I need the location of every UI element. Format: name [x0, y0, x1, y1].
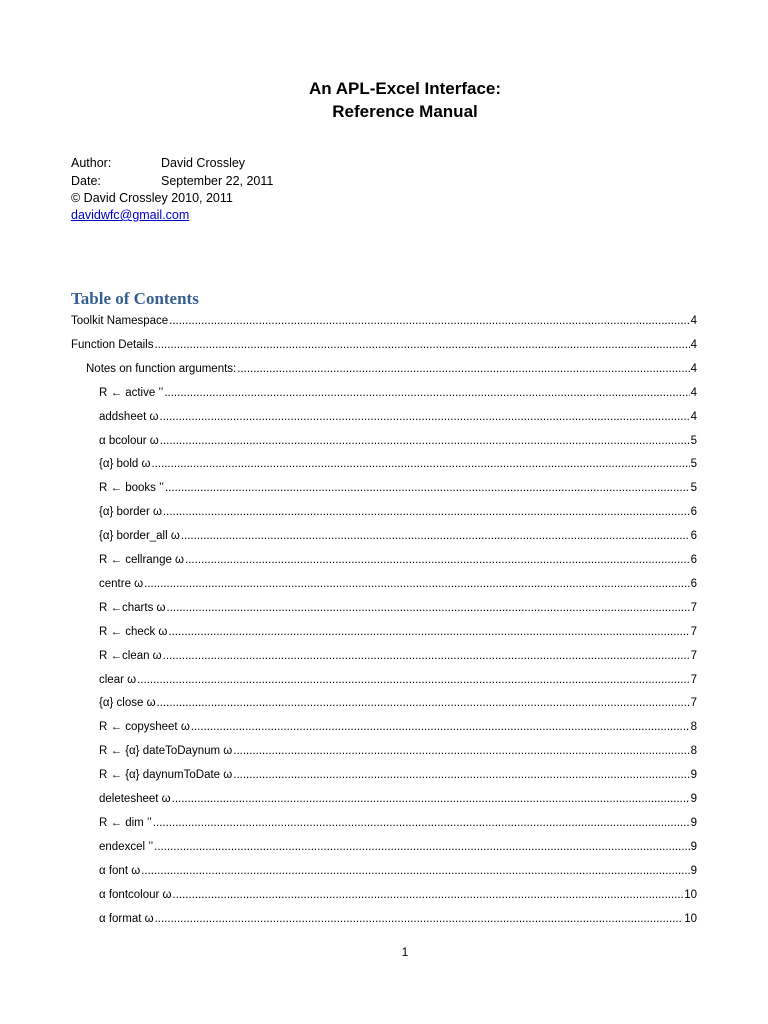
toc-entry-title: R ← {α} daynumToDate ω: [99, 769, 233, 781]
toc-dot-leader: [181, 528, 690, 544]
toc-entry-page: 10: [684, 913, 697, 925]
toc-entry-title: addsheet ω: [99, 411, 159, 423]
toc-entry[interactable]: [99, 456, 697, 472]
toc-dot-leader: [164, 385, 689, 401]
page-number: 1: [401, 945, 409, 959]
date-value: September 22, 2011: [161, 174, 274, 188]
toc-entry-page: 6: [690, 554, 697, 566]
toc-entry-title: α fontcolour ω: [99, 889, 172, 901]
toc-dot-leader: [233, 767, 689, 783]
toc-entry-title: α font ω: [99, 865, 141, 877]
toc-dot-leader: [172, 791, 690, 807]
toc-entry-page: 6: [690, 506, 697, 518]
toc-entry-page: 5: [690, 435, 697, 447]
toc-entry-title: clear ω: [99, 674, 137, 686]
toc-entry-page: 5: [690, 458, 697, 470]
toc-dot-leader: [160, 433, 690, 449]
toc-entry[interactable]: [99, 839, 697, 855]
toc-entry-page: 10: [684, 889, 697, 901]
toc-entry[interactable]: [99, 815, 697, 831]
toc-dot-leader: [155, 911, 684, 927]
email-link[interactable]: davidwfc@gmail.com: [71, 208, 190, 222]
toc-entry-title: Notes on function arguments:: [86, 363, 237, 375]
toc-entry-page: 6: [690, 578, 697, 590]
toc-dot-leader: [157, 695, 690, 711]
toc-entry[interactable]: [99, 672, 697, 688]
toc-entry[interactable]: [99, 863, 697, 879]
toc-dot-leader: [168, 624, 689, 640]
toc-dot-leader: [167, 600, 690, 616]
toc-entry-page: 9: [690, 817, 697, 829]
toc-entry[interactable]: [99, 624, 697, 640]
toc-entry-title: R ← dim ’’: [99, 817, 152, 829]
toc-dot-leader: [153, 815, 690, 831]
toc-entry-title: {α} border ω: [99, 506, 162, 518]
toc-entry-title: α bcolour ω: [99, 435, 159, 447]
toc-dot-leader: [163, 504, 690, 520]
toc-dot-leader: [151, 456, 689, 472]
toc-dot-leader: [185, 552, 690, 568]
toc-entry-title: deletesheet ω: [99, 793, 171, 805]
toc-entry-page: 6: [690, 530, 697, 542]
toc-entry-title: {α} bold ω: [99, 458, 151, 470]
toc-dot-leader: [141, 863, 689, 879]
toc-entry-title: endexcel ’’: [99, 841, 154, 853]
toc-entry-page: 7: [690, 650, 697, 662]
copyright-line: © David Crossley 2010, 2011: [71, 191, 233, 205]
author-line: [71, 155, 245, 171]
toc-entry[interactable]: [99, 528, 697, 544]
toc-entry-page: 8: [690, 745, 697, 757]
toc-entry[interactable]: [99, 576, 697, 592]
toc-entry[interactable]: [99, 433, 697, 449]
toc-entry-title: R ← books ’’: [99, 482, 164, 494]
toc-dot-leader: [237, 361, 689, 377]
date-line: [71, 173, 273, 189]
date-label: Date:: [71, 174, 101, 188]
document-title: An APL-Excel Interface:: [308, 79, 502, 98]
toc-entry-title: Toolkit Namespace: [71, 315, 169, 327]
toc-dot-leader: [169, 313, 689, 329]
toc-entry-page: 4: [690, 387, 697, 399]
toc-entry-page: 5: [690, 482, 697, 494]
toc-dot-leader: [233, 743, 689, 759]
toc-entry[interactable]: [99, 887, 697, 903]
toc-heading: Table of Contents: [71, 289, 199, 308]
toc-entry-title: R ← active ’’: [99, 387, 164, 399]
toc-entry[interactable]: [99, 480, 697, 496]
toc-entry[interactable]: [99, 409, 697, 425]
toc-dot-leader: [173, 887, 684, 903]
toc-entry[interactable]: [99, 695, 697, 711]
toc-entry-title: R ←clean ω: [99, 650, 162, 662]
toc-dot-leader: [154, 839, 689, 855]
toc-entry[interactable]: [99, 743, 697, 759]
toc-entry-title: R ← cellrange ω: [99, 554, 185, 566]
author-value: David Crossley: [161, 156, 246, 170]
toc-entry[interactable]: [99, 552, 697, 568]
toc-entry-page: 7: [690, 602, 697, 614]
toc-dot-leader: [165, 480, 690, 496]
toc-entry-page: 4: [690, 315, 697, 327]
toc-entry[interactable]: [99, 600, 697, 616]
toc-dot-leader: [163, 648, 690, 664]
toc-entry[interactable]: [71, 337, 697, 353]
toc-dot-leader: [191, 719, 690, 735]
toc-entry-page: 4: [690, 363, 697, 375]
toc-entry[interactable]: [99, 791, 697, 807]
toc-entry-title: {α} border_all ω: [99, 530, 180, 542]
toc-entry[interactable]: [99, 767, 697, 783]
toc-entry-page: 7: [690, 626, 697, 638]
toc-entry-page: 7: [690, 697, 697, 709]
toc-entry-title: Function Details: [71, 339, 154, 351]
document-subtitle: Reference Manual: [332, 102, 478, 121]
toc-entry[interactable]: [99, 648, 697, 664]
toc-dot-leader: [160, 409, 690, 425]
toc-entry-page: 7: [690, 674, 697, 686]
toc-entry-page: 4: [690, 411, 697, 423]
toc-entry-title: {α} close ω: [99, 697, 156, 709]
toc-dot-leader: [144, 576, 689, 592]
toc-entry-page: 8: [690, 721, 697, 733]
toc-entry[interactable]: [71, 313, 697, 329]
toc-dot-leader: [137, 672, 689, 688]
toc-dot-leader: [154, 337, 689, 353]
author-label: Author:: [71, 156, 112, 170]
toc-entry-title: α format ω: [99, 913, 154, 925]
toc-entry-page: 4: [690, 339, 697, 351]
toc-entry-page: 9: [690, 865, 697, 877]
toc-entry[interactable]: [86, 361, 697, 377]
toc-entry-title: R ← check ω: [99, 626, 168, 638]
toc-entry[interactable]: [99, 385, 697, 401]
toc-entry[interactable]: [99, 504, 697, 520]
toc-entry-title: R ←charts ω: [99, 602, 166, 614]
toc-entry-title: R ← {α} dateToDaynum ω: [99, 745, 233, 757]
toc-entry-title: centre ω: [99, 578, 144, 590]
toc-entry-page: 9: [690, 793, 697, 805]
toc-entry[interactable]: [99, 719, 697, 735]
toc-entry[interactable]: [99, 911, 697, 927]
toc-entry-page: 9: [690, 841, 697, 853]
toc-entry-page: 9: [690, 769, 697, 781]
toc-entry-title: R ← copysheet ω: [99, 721, 190, 733]
